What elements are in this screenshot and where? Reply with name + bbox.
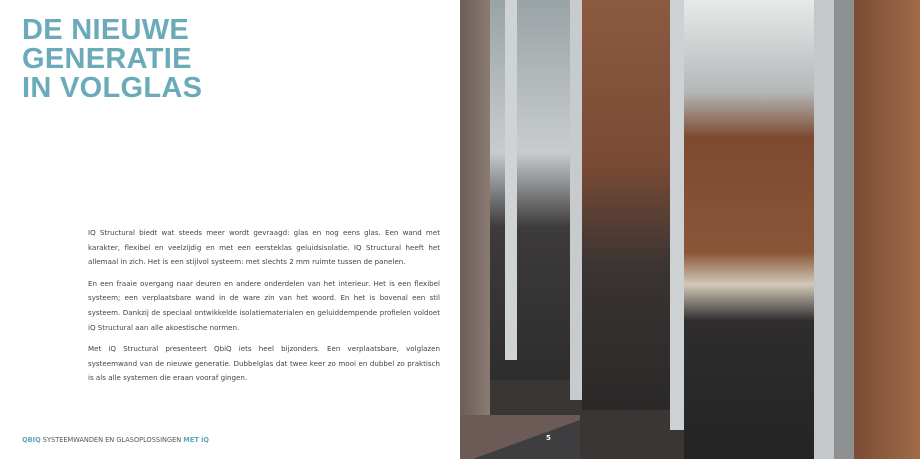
footer-suffix: MET iQ <box>183 436 210 444</box>
title-line: GENERATIE <box>22 43 192 75</box>
paragraph: IQ Structural biedt wat steeds meer wordt gevraagd: glas en nog eens glas. Een wand met karakter, flexibel en veelzijdig en met een eersteklas geluidsisolatie. IQ Structural heeft het allemaal in zich. Het is een stijlvol systeem: met slechts 2 mm ruimte tussen de panelen. <box>88 228 440 267</box>
interior-photo <box>460 0 920 459</box>
body-text <box>88 226 440 393</box>
title-line: IN VOLGLAS <box>22 72 203 104</box>
page-number: 5 <box>546 434 551 442</box>
paragraph: Met iQ Structural presenteert QbiQ iets heel bijzonders. Een verplaatsbare, volglazen systeemwand van de nieuwe generatie. Dubbelglas dat twee keer zo mooi en dubbel zo praktisch is als alle systemen die eraan vooraf gingen. <box>88 344 440 383</box>
running-footer <box>22 436 209 444</box>
paragraph: En een fraaie overgang naar deuren en andere onderdelen van het interieur. Het is een flexibel systeem; een verplaatsbare wand in de ware zin van het woord. En het is bovenal een stil systeem. Dankzij de speciaal ontwikkelde isolatiematerialen en geluiddempende profielen voldoet iQ Structural aan alle akoestische normen. <box>88 278 440 332</box>
page-title <box>22 16 202 103</box>
footer-text: SYSTEEMWANDEN EN GLASOPLOSSINGEN <box>40 436 184 444</box>
footer-brand: QBIQ <box>22 436 41 444</box>
title-line: DE NIEUWE <box>22 14 190 46</box>
